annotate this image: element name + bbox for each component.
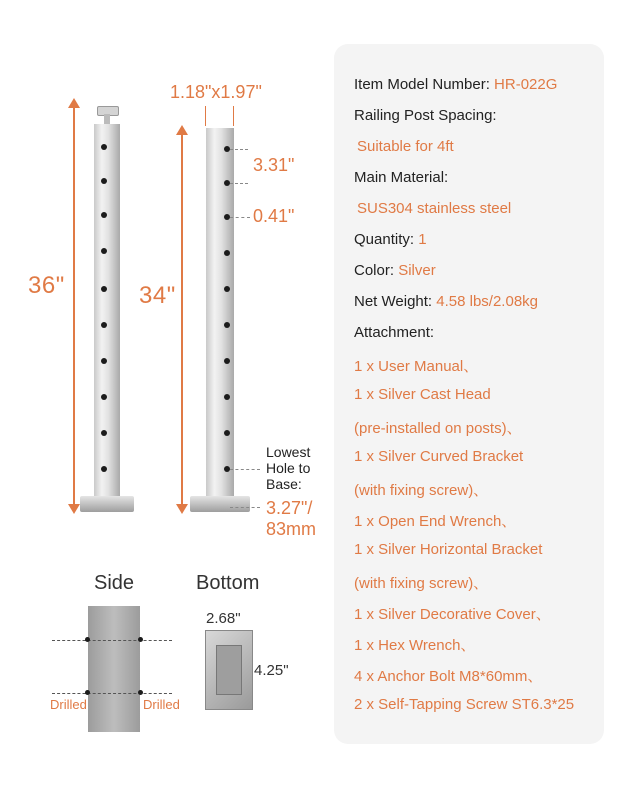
hole-front (101, 358, 107, 364)
post-base-front (80, 496, 134, 512)
attachment-item: 1 x User Manual、 (354, 358, 479, 375)
attachment-item: 1 x Silver Decorative Cover、 (354, 606, 551, 623)
hole-front (101, 394, 107, 400)
hole-side (224, 250, 230, 256)
lowest-hole-value-1: 3.27"/ (266, 498, 313, 518)
attachment-item: (with fixing screw)、 (354, 575, 489, 592)
attachment-item: 4 x Anchor Bolt M8*60mm、 (354, 668, 543, 685)
hole-side (224, 430, 230, 436)
cross-section-tick (205, 106, 206, 126)
dim-arrow-bottom-34 (176, 504, 188, 514)
hole-front (101, 212, 107, 218)
hole-spacing-label: 3.31" (253, 155, 295, 175)
railing-post-front (94, 124, 120, 498)
side-view-title: Side (94, 572, 135, 594)
spec-attachment-label: Attachment: (354, 324, 435, 341)
lowest-hole-leader (230, 469, 260, 470)
lowest-hole-label: Lowest Hole to Base: (266, 444, 311, 492)
attachment-item: 1 x Silver Horizontal Bracket (354, 541, 543, 558)
side-drill-hole (138, 637, 143, 642)
dim-arrow-bottom-36 (68, 504, 80, 514)
side-drill-hole (85, 690, 90, 695)
dim-line-36 (73, 101, 75, 510)
drilled-label-left: Drilled (50, 697, 87, 712)
cast-head-stem (104, 114, 110, 124)
hole-diameter-label: 0.41" (253, 206, 295, 226)
spec-color: Color: Silver (354, 262, 436, 279)
hole-front (101, 144, 107, 150)
hole-side (224, 286, 230, 292)
spec-material-label: Main Material: (354, 169, 449, 186)
attachment-item: 2 x Self-Tapping Screw ST6.3*25 (354, 696, 575, 713)
bottom-view-title: Bottom (196, 572, 260, 594)
total-height-label: 36" (28, 272, 65, 299)
base-length-label: 4.25" (254, 662, 289, 679)
attachment-item: 1 x Hex Wrench、 (354, 637, 476, 654)
side-view-panel (88, 606, 140, 732)
attachment-item: 1 x Silver Cast Head (354, 386, 491, 403)
attachment-item: 1 x Silver Curved Bracket (354, 448, 524, 465)
dim-line-34 (181, 128, 183, 510)
side-drill-hole (138, 690, 143, 695)
attachment-item: 1 x Open End Wrench、 (354, 513, 517, 530)
side-drill-hole (85, 637, 90, 642)
spec-weight: Net Weight: 4.58 lbs/2.08kg (354, 293, 539, 310)
hole-front (101, 178, 107, 184)
spec-spacing-value: Suitable for 4ft (357, 138, 454, 155)
post-height-label: 34" (139, 282, 176, 309)
hole-front (101, 248, 107, 254)
hole-side (224, 394, 230, 400)
lowest-hole-leader (230, 507, 260, 508)
spec-spacing-label: Railing Post Spacing: (354, 107, 497, 124)
spec-material-value: SUS304 stainless steel (357, 200, 512, 217)
dim-arrow-top-36 (68, 98, 80, 108)
base-plate-inner (216, 645, 242, 695)
hole-side (224, 322, 230, 328)
attachment-item: (pre-installed on posts)、 (354, 420, 522, 437)
hole-front (101, 466, 107, 472)
post-base-side (190, 496, 250, 512)
base-width-label: 2.68" (206, 610, 241, 627)
hole-spacing-leader (230, 149, 248, 150)
cross-section-label: 1.18"x1.97" (170, 82, 262, 102)
drilled-label-right: Drilled (143, 697, 180, 712)
cross-section-tick (233, 106, 234, 126)
side-view-dashline (52, 693, 172, 694)
hole-diameter-leader (230, 217, 250, 218)
hole-front (101, 322, 107, 328)
spec-model: Item Model Number: HR-022G (354, 76, 558, 93)
hole-side (224, 358, 230, 364)
hole-front (101, 430, 107, 436)
lowest-hole-value-2: 83mm (266, 519, 317, 539)
side-view-dashline (52, 640, 172, 641)
dim-arrow-top-34 (176, 125, 188, 135)
attachment-item: (with fixing screw)、 (354, 482, 489, 499)
hole-front (101, 286, 107, 292)
hole-spacing-leader (230, 183, 248, 184)
spec-quantity: Quantity: 1 (354, 231, 427, 248)
